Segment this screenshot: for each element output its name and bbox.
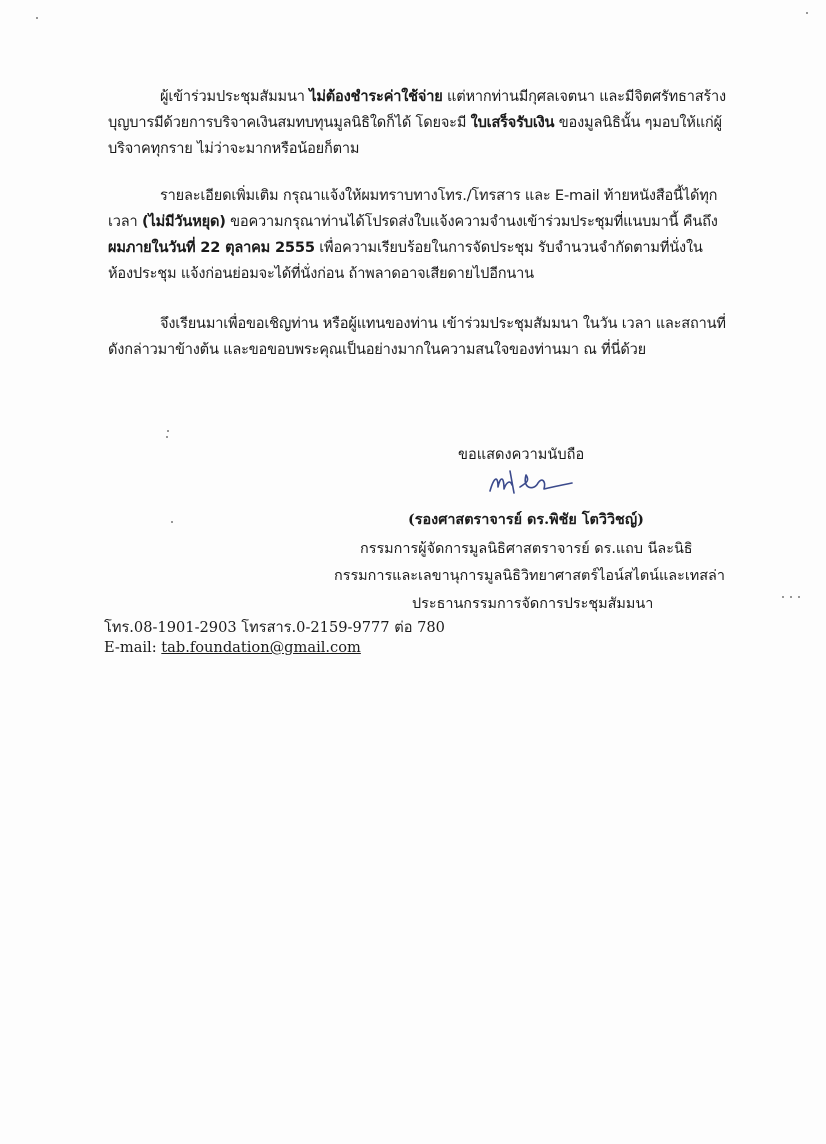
text-run: แต่หากท่านมีกุศลเจตนา และมีจิตศรัทธาสร้าง [442, 88, 726, 105]
paragraph-line: รายละเอียดเพิ่มเติม กรุณาแจ้งให้ผมทราบทางโทร./โทรสาร และ E-mail ท้ายหนังสือนี้ได้ทุก [160, 187, 718, 204]
paragraph-line [108, 235, 730, 261]
text-run: ผู้เข้าร่วมประชุมสัมมนา [160, 88, 310, 105]
handwritten-signature [486, 463, 576, 503]
scan-speck [798, 596, 800, 598]
scan-speck [171, 521, 173, 523]
text-run: บุญบารมีด้วยการบริจาคเงินสมทบทุนมูลนิธิใดก็ได้ โดยจะมี [108, 114, 471, 131]
scan-speck [36, 17, 38, 19]
signer-title: กรรมการและเลขานุการมูลนิธิวิทยาศาสตร์ไอน์สไตน์และเทสล่า [334, 568, 725, 584]
paragraph-contact-info [108, 183, 730, 287]
email-link[interactable]: tab.foundation@gmail.com [161, 639, 361, 656]
signer-title: กรรมการผู้จัดการมูลนิธิศาสตราจารย์ ดร.แถบ นีละนิธิ [360, 541, 693, 557]
signer-name: (รองศาสตราจารย์ ดร.พิชัย โตวิวิชญ์) [408, 511, 644, 528]
text-run: ของมูลนิธินั้น ๆมอบให้แก่ผู้ [554, 114, 722, 131]
paragraph-line: ห้องประชุม แจ้งก่อนย่อมจะได้ที่นั่งก่อน ถ้าพลาดอาจเสียดายไปอีกนาน [108, 265, 534, 282]
contact-phone: โทร.08-1901-2903 โทรสาร.0-2159-9777 ต่อ 780 [104, 619, 445, 636]
scan-speck [806, 12, 808, 14]
email-label: E-mail: [104, 639, 162, 656]
paragraph-fee-info [108, 84, 730, 162]
paragraph-line: บริจาคทุกราย ไม่ว่าจะมากหรือน้อยก็ตาม [108, 140, 360, 157]
closing-salutation: ขอแสดงความนับถือ [458, 446, 585, 463]
receipt-emphasis: ใบเสร็จรับเงิน [470, 114, 555, 131]
contact-email-line [104, 637, 361, 659]
paragraph-line [108, 84, 730, 110]
paragraph-line [108, 209, 730, 235]
paragraph-invitation [108, 311, 730, 363]
text-run: เวลา [108, 213, 142, 230]
no-holiday-emphasis: (ไม่มีวันหยุด) [141, 213, 226, 230]
signer-title: ประธานกรรมการจัดการประชุมสัมมนา [412, 596, 654, 612]
scan-speck [166, 436, 168, 438]
scan-speck [782, 596, 784, 598]
no-fee-emphasis: ไม่ต้องชำระค่าใช้จ่าย [309, 88, 443, 105]
scan-speck [167, 430, 169, 432]
deadline-emphasis: ผมภายในวันที่ 22 ตุลาคม 2555 [108, 239, 315, 256]
scan-speck [790, 596, 792, 598]
text-run: เพื่อความเรียบร้อยในการจัดประชุม รับจำนวนจำกัดตามที่นั่งใน [314, 239, 703, 256]
paragraph-line [108, 110, 730, 136]
paragraph-line: จึงเรียนมาเพื่อขอเชิญท่าน หรือผู้แทนของท่าน เข้าร่วมประชุมสัมมนา ในวัน เวลา และสถานที่ [160, 315, 726, 332]
paragraph-line: ดังกล่าวมาข้างต้น และขอขอบพระคุณเป็นอย่างมากในความสนใจของท่านมา ณ ที่นี่ด้วย [108, 341, 646, 358]
text-run: ขอความกรุณาท่านได้โปรดส่งใบแจ้งความจำนงเข้าร่วมประชุมที่แนบมานี้ คืนถึง [225, 213, 718, 230]
